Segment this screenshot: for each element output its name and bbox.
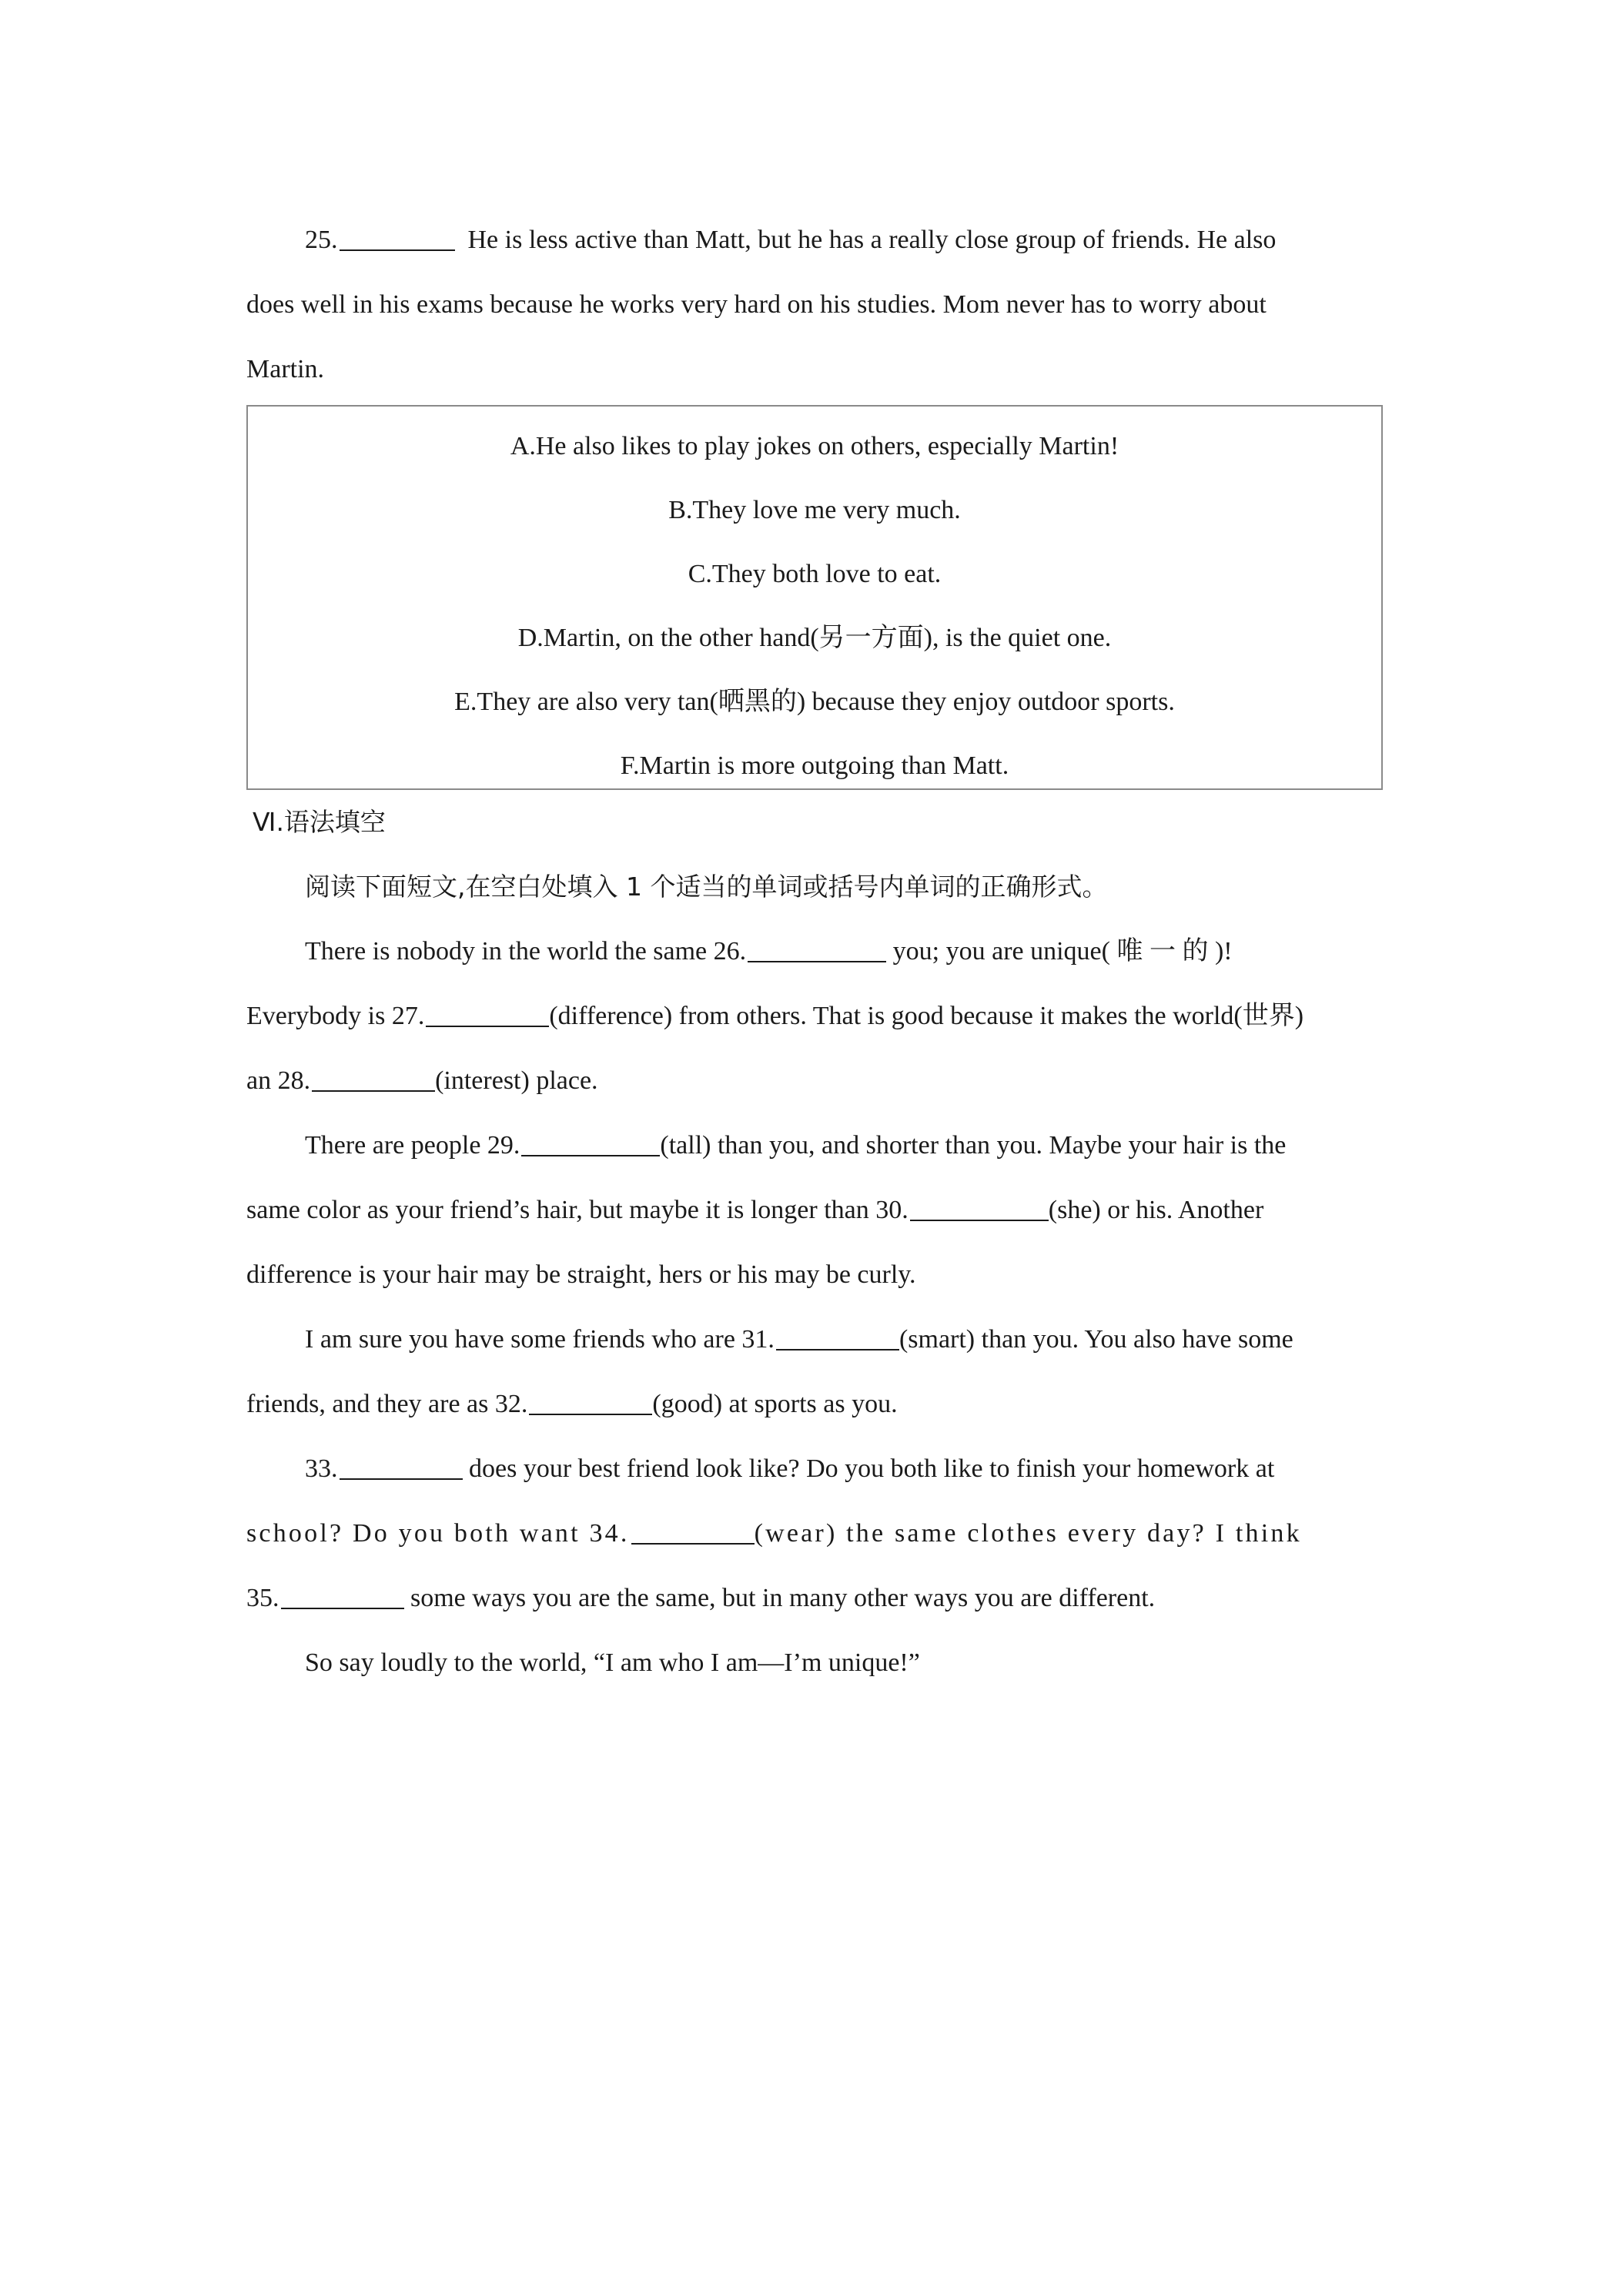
answer-blank-31[interactable] xyxy=(776,1320,899,1350)
passage-text: (interest) place. xyxy=(435,1066,598,1095)
section-title: Ⅵ.语法填空 xyxy=(253,807,386,837)
passage-p1-line3 xyxy=(246,1049,1387,1113)
passage-p2-line3: difference is your hair may be straight, hers or his may be curly. xyxy=(246,1260,916,1289)
answer-blank-32[interactable] xyxy=(529,1384,652,1415)
option-c: C.They both love to eat. xyxy=(688,560,942,588)
passage-text: some ways you are the same, but in many other ways you are different. xyxy=(403,1584,1156,1612)
passage-text: (smart) than you. You also have some xyxy=(899,1325,1293,1354)
passage-p5: So say loudly to the world, “I am who I am—I’m unique!” xyxy=(305,1648,920,1677)
answer-blank-28[interactable] xyxy=(312,1061,435,1092)
answer-blank-27[interactable] xyxy=(426,996,549,1027)
passage-p4-line1 xyxy=(246,1437,1387,1501)
passage-text: 35. xyxy=(246,1584,279,1612)
passage-p4-line3 xyxy=(246,1566,1387,1631)
passage-p2-line2 xyxy=(246,1178,1387,1243)
passage-text: (she) or his. Another xyxy=(1048,1196,1264,1224)
question-25-line2: does well in his exams because he works very hard on his studies. Mom never has to worry about xyxy=(246,290,1267,319)
passage-text: (wear) the same clothes every day? I think xyxy=(754,1519,1302,1548)
passage-text: same color as your friend’s hair, but maybe it is longer than 30. xyxy=(246,1196,909,1224)
passage-text: school? Do you both want 34. xyxy=(246,1519,630,1548)
option-f: F.Martin is more outgoing than Matt. xyxy=(620,751,1009,780)
passage-p4-line2 xyxy=(246,1501,1387,1566)
passage-text: friends, and they are as 32. xyxy=(246,1390,528,1418)
passage-text: (good) at sports as you. xyxy=(652,1390,898,1418)
answer-blank-35[interactable] xyxy=(281,1578,404,1609)
passage-text: 33. xyxy=(305,1454,338,1483)
answer-blank-34[interactable] xyxy=(631,1514,755,1545)
answer-blank-30[interactable] xyxy=(910,1190,1049,1221)
option-e: E.They are also very tan(晒黑的) because they enjoy outdoor sports. xyxy=(454,688,1175,716)
passage-text: There are people 29. xyxy=(305,1131,520,1160)
option-b: B.They love me very much. xyxy=(668,496,961,524)
passage-text: an 28. xyxy=(246,1066,311,1095)
question-25 xyxy=(246,208,1387,273)
passage-text: There is nobody in the world the same 26. xyxy=(305,937,747,966)
question-text: He is less active than Matt, but he has a really close group of friends. He also xyxy=(467,226,1277,254)
section-instruction: 阅读下面短文,在空白处填入 1 个适当的单词或括号内单词的正确形式。 xyxy=(305,872,1108,902)
passage-text: Everybody is 27. xyxy=(246,1002,425,1030)
passage-text: does your best friend look like? Do you both like to finish your homework at xyxy=(462,1454,1275,1483)
passage-p1-line2 xyxy=(246,984,1387,1049)
passage-p2-line1 xyxy=(246,1113,1387,1178)
answer-blank-26[interactable] xyxy=(748,932,886,962)
passage-text: (tall) than you, and shorter than you. Maybe your hair is the xyxy=(660,1131,1287,1160)
passage-text: you; you are unique( 唯 一 的 )! xyxy=(886,937,1233,966)
answer-blank-33[interactable] xyxy=(340,1449,463,1480)
question-25-line3: Martin. xyxy=(246,355,325,383)
option-d: D.Martin, on the other hand(另一方面), is the quiet one. xyxy=(517,624,1112,652)
options-box xyxy=(246,405,1383,790)
passage-text: I am sure you have some friends who are 31. xyxy=(305,1325,775,1354)
question-number: 25. xyxy=(305,226,338,254)
passage-text: (difference) from others. That is good because it makes the world(世界) xyxy=(549,1002,1304,1030)
answer-blank-29[interactable] xyxy=(521,1126,660,1156)
passage-p1-line1 xyxy=(246,919,1387,984)
passage-p3-line2 xyxy=(246,1372,1387,1437)
answer-blank-25[interactable] xyxy=(340,220,455,251)
passage-p3-line1 xyxy=(246,1307,1387,1372)
worksheet-page xyxy=(246,208,1387,1695)
option-a: A.He also likes to play jokes on others, especially Martin! xyxy=(510,432,1119,460)
